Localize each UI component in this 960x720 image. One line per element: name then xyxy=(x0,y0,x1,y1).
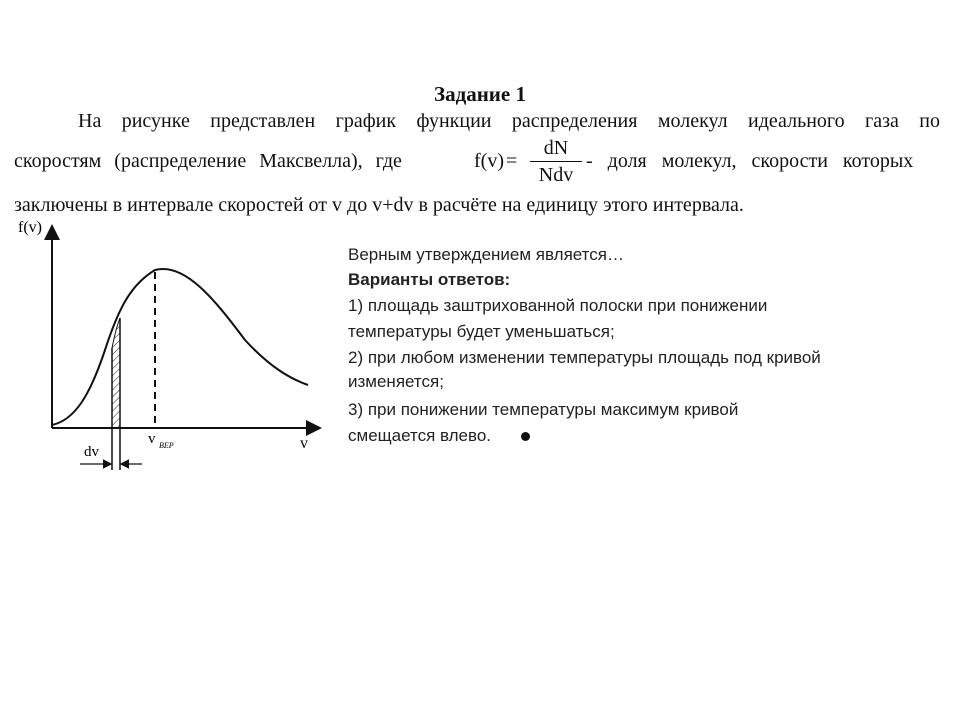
task-text-line-1: На рисунке представлен график функции распределения молекул идеального газа по xyxy=(78,110,940,132)
formula-fraction xyxy=(530,137,582,186)
fraction-bar xyxy=(530,161,582,162)
dv-label: dv xyxy=(84,444,99,460)
fraction-numerator: dN xyxy=(543,137,569,159)
option-1-line-1[interactable]: 1) площадь заштрихованной полоски при понижении xyxy=(348,296,768,315)
y-axis-label: f(v) xyxy=(18,219,42,236)
maxwell-distribution-graph xyxy=(0,215,330,475)
option-3-line-2[interactable]: смещается влево. xyxy=(348,426,492,445)
formula-equals: = xyxy=(506,150,518,172)
option-2-line-1[interactable]: 2) при любом изменении температуры площадь под кривой xyxy=(348,348,821,367)
question-prompt: Верным утверждением является… xyxy=(348,245,624,264)
v-peak-label: v xyxy=(148,431,156,447)
x-axis-label: v xyxy=(300,435,308,452)
distribution-curve xyxy=(52,269,308,425)
fraction-denominator: Ndv xyxy=(538,164,574,186)
selected-answer-marker xyxy=(521,432,530,441)
hatched-strip xyxy=(112,318,120,428)
task-text-line-3: заключены в интервале скоростей от v до v+dv в расчёте на единицу этого интервала. xyxy=(14,194,744,216)
option-2-line-2[interactable]: изменяется; xyxy=(348,372,444,391)
option-3-line-1[interactable]: 3) при понижении температуры максимум кривой xyxy=(348,400,739,419)
options-header: Варианты ответов: xyxy=(348,270,511,289)
task-text-line-2-start: скоростям (распределение Максвелла), где xyxy=(14,150,402,172)
task-text-line-2-end: - доля молекул, скорости которых xyxy=(586,150,914,172)
task-title: Задание 1 xyxy=(434,82,526,106)
formula-fv: f(v) xyxy=(474,150,504,172)
option-1-line-2[interactable]: температуры будет уменьшаться; xyxy=(348,322,615,341)
v-peak-subscript: ВЕР xyxy=(159,441,174,450)
